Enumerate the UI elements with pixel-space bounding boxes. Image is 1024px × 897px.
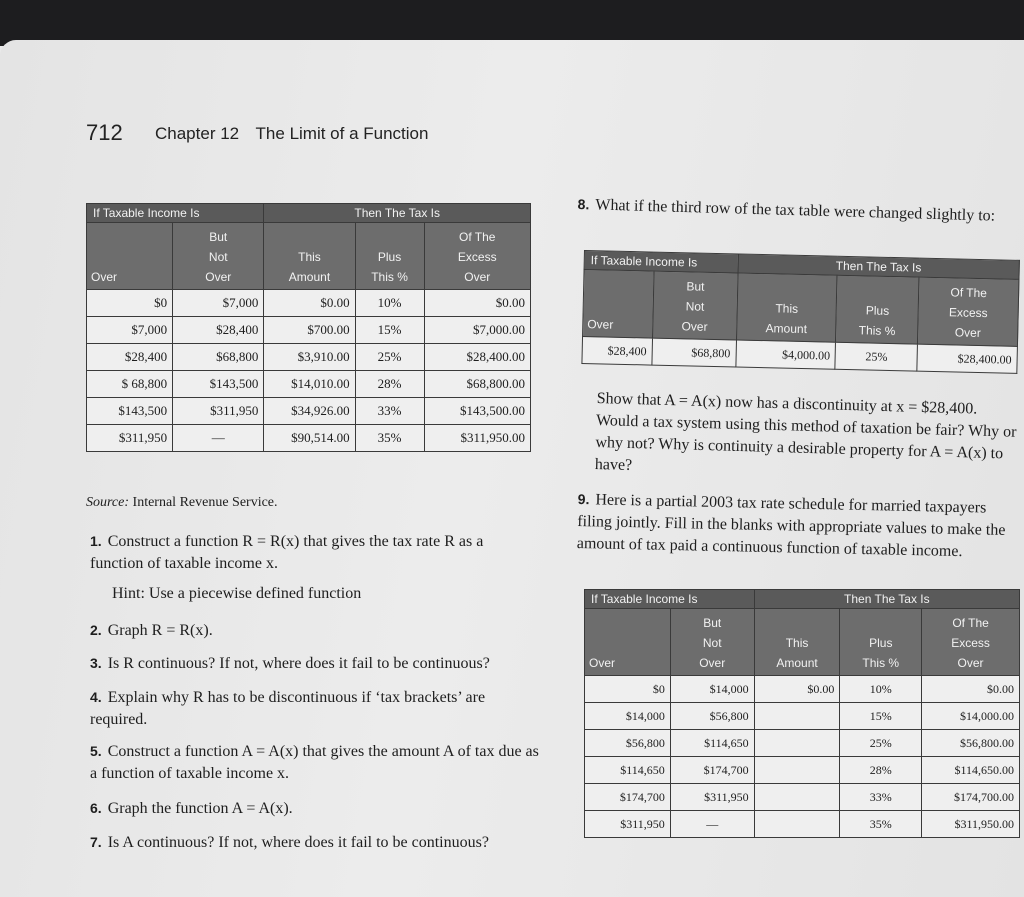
table-cell: 10% <box>355 290 424 317</box>
table-cell: 15% <box>840 703 922 730</box>
table-cell: $0.00 <box>424 290 530 317</box>
table-cell: $700.00 <box>264 317 355 344</box>
question-2: 2. Graph R = R(x). <box>90 622 213 639</box>
question-5: 5. Construct a function A = A(x) that gives the amount A of tax due as a function of taxable income x. <box>90 743 539 782</box>
table-cell <box>754 730 840 757</box>
col-this-amount: This Amount <box>754 609 840 676</box>
table-cell: $14,000 <box>670 676 754 703</box>
question-7: 7. Is A continuous? If not, where does it fail to be continuous? <box>90 834 489 851</box>
source-note: Source: Internal Revenue Service. <box>86 495 278 510</box>
table-row <box>585 757 1020 784</box>
col-of-excess-over: Of The Excess Over <box>918 277 1019 346</box>
question-4: 4. Explain why R has to be discontinuous if ‘tax brackets’ are required. <box>90 689 486 728</box>
table-cell <box>754 703 840 730</box>
col-over: Over <box>87 223 173 290</box>
group-header-income: If Taxable Income Is <box>584 251 738 273</box>
col-of-excess-over: Of The Excess Over <box>424 223 530 290</box>
col-this-amount: This Amount <box>264 223 355 290</box>
table-cell: 25% <box>835 342 917 371</box>
table-cell: $14,010.00 <box>264 371 355 398</box>
table-cell: $28,400.00 <box>917 344 1017 373</box>
table-cell: $3,910.00 <box>264 344 355 371</box>
table-cell: 25% <box>355 344 424 371</box>
page-number: 712 <box>86 120 123 145</box>
question-9: 9. Here is a partial 2003 tax rate schedule for married taxpayers filing jointly. Fill in the blanks with appropriate values to make the amount of tax paid a continuous function of taxable income. <box>576 490 1006 561</box>
col-but-not-over: But Not Over <box>173 223 264 290</box>
table-cell: $0 <box>585 676 671 703</box>
table-cell: — <box>670 811 754 838</box>
table-cell: $311,950 <box>585 811 671 838</box>
table-row <box>585 811 1020 838</box>
table-cell <box>754 784 840 811</box>
col-over: Over <box>585 609 671 676</box>
table-cell: $34,926.00 <box>264 398 355 425</box>
tax-table <box>86 203 531 452</box>
table-cell: 33% <box>355 398 424 425</box>
table-cell: $143,500.00 <box>424 398 530 425</box>
table-cell: 10% <box>840 676 922 703</box>
table-cell: $4,000.00 <box>736 340 836 369</box>
table-cell: $28,400 <box>87 344 173 371</box>
table-cell: $ 68,800 <box>87 371 173 398</box>
table-row <box>585 676 1020 703</box>
modified-tax-row-table <box>581 250 1019 374</box>
col-of-excess-over: Of The Excess Over <box>922 609 1020 676</box>
table-cell: $68,800.00 <box>424 371 530 398</box>
table-cell: $68,800 <box>173 344 264 371</box>
group-header-tax: Then The Tax Is <box>754 590 1019 609</box>
table-row <box>585 784 1020 811</box>
table-cell: 35% <box>355 425 424 452</box>
table-cell: $28,400 <box>582 336 652 365</box>
table-cell: $0.00 <box>922 676 1020 703</box>
table-cell: $7,000.00 <box>424 317 530 344</box>
question-1: 1. Construct a function R = R(x) that gives the tax rate R as a function of taxable income x. <box>90 533 484 572</box>
table-cell: $7,000 <box>87 317 173 344</box>
table-row <box>87 398 531 425</box>
table-cell: $311,950 <box>87 425 173 452</box>
table-cell: $114,650 <box>585 757 671 784</box>
chapter-label: Chapter 12 <box>155 124 240 143</box>
col-over: Over <box>583 270 654 339</box>
table-cell: 35% <box>840 811 922 838</box>
chapter-heading <box>155 124 440 144</box>
table-cell: $56,800.00 <box>922 730 1020 757</box>
col-plus-this-percent: Plus This % <box>355 223 424 290</box>
table-cell: $7,000 <box>173 290 264 317</box>
table-cell: 28% <box>840 757 922 784</box>
chapter-title: The Limit of a Function <box>255 124 429 143</box>
table-row <box>87 425 531 452</box>
table-row <box>87 317 531 344</box>
col-plus-this-percent: Plus This % <box>840 609 922 676</box>
table-cell: $311,950.00 <box>424 425 530 452</box>
table-cell: 33% <box>840 784 922 811</box>
group-header-income: If Taxable Income Is <box>87 204 264 223</box>
group-header-tax: Then The Tax Is <box>264 204 531 223</box>
table-row <box>87 344 531 371</box>
table-cell: $90,514.00 <box>264 425 355 452</box>
table-cell: $311,950.00 <box>922 811 1020 838</box>
col-but-not-over: But Not Over <box>652 271 737 340</box>
table-cell: $311,950 <box>173 398 264 425</box>
table-cell: $14,000 <box>585 703 671 730</box>
table-cell: $14,000.00 <box>922 703 1020 730</box>
table-cell: — <box>173 425 264 452</box>
table-cell: $143,500 <box>87 398 173 425</box>
col-this-amount: This Amount <box>736 273 837 342</box>
question-6: 6. Graph the function A = A(x). <box>90 800 293 817</box>
table-row <box>87 290 531 317</box>
table-row <box>87 371 531 398</box>
question-8-continuation: Show that A = A(x) now has a discontinuity at x = $28,400. Would a tax system using this method of taxation be fair? Why or why not? Why is continuity a desirable property for A = A(x) to have? <box>594 389 1017 475</box>
group-header-income: If Taxable Income Is <box>585 590 755 609</box>
table-cell: $56,800 <box>585 730 671 757</box>
table-cell: $0.00 <box>264 290 355 317</box>
col-plus-this-percent: Plus This % <box>836 275 919 344</box>
table-cell: $114,650.00 <box>922 757 1020 784</box>
table-row <box>585 730 1020 757</box>
table-cell: 28% <box>355 371 424 398</box>
table-cell <box>754 757 840 784</box>
table-cell: $0 <box>87 290 173 317</box>
table-row <box>585 703 1020 730</box>
table-cell: $56,800 <box>670 703 754 730</box>
table-cell: 25% <box>840 730 922 757</box>
col-but-not-over: But Not Over <box>670 609 754 676</box>
table-cell: $143,500 <box>173 371 264 398</box>
table-cell: $174,700.00 <box>922 784 1020 811</box>
table-cell <box>754 811 840 838</box>
table-cell: $28,400 <box>173 317 264 344</box>
question-8: 8. What if the third row of the tax table were changed slightly to: <box>577 195 996 225</box>
table-cell: $68,800 <box>652 338 736 367</box>
table-cell: $28,400.00 <box>424 344 530 371</box>
table-cell: $174,700 <box>670 757 754 784</box>
table-cell: $0.00 <box>754 676 840 703</box>
question-3: 3. Is R continuous? If not, where does it fail to be continuous? <box>90 655 490 672</box>
table-cell: $311,950 <box>670 784 754 811</box>
hint-text: Hint: Use a piecewise defined function <box>112 585 362 602</box>
table-cell: $174,700 <box>585 784 671 811</box>
group-header-tax: Then The Tax Is <box>738 254 1020 279</box>
table-cell: 15% <box>355 317 424 344</box>
tax-schedule-2003-table <box>584 589 1020 838</box>
table-cell: $114,650 <box>670 730 754 757</box>
